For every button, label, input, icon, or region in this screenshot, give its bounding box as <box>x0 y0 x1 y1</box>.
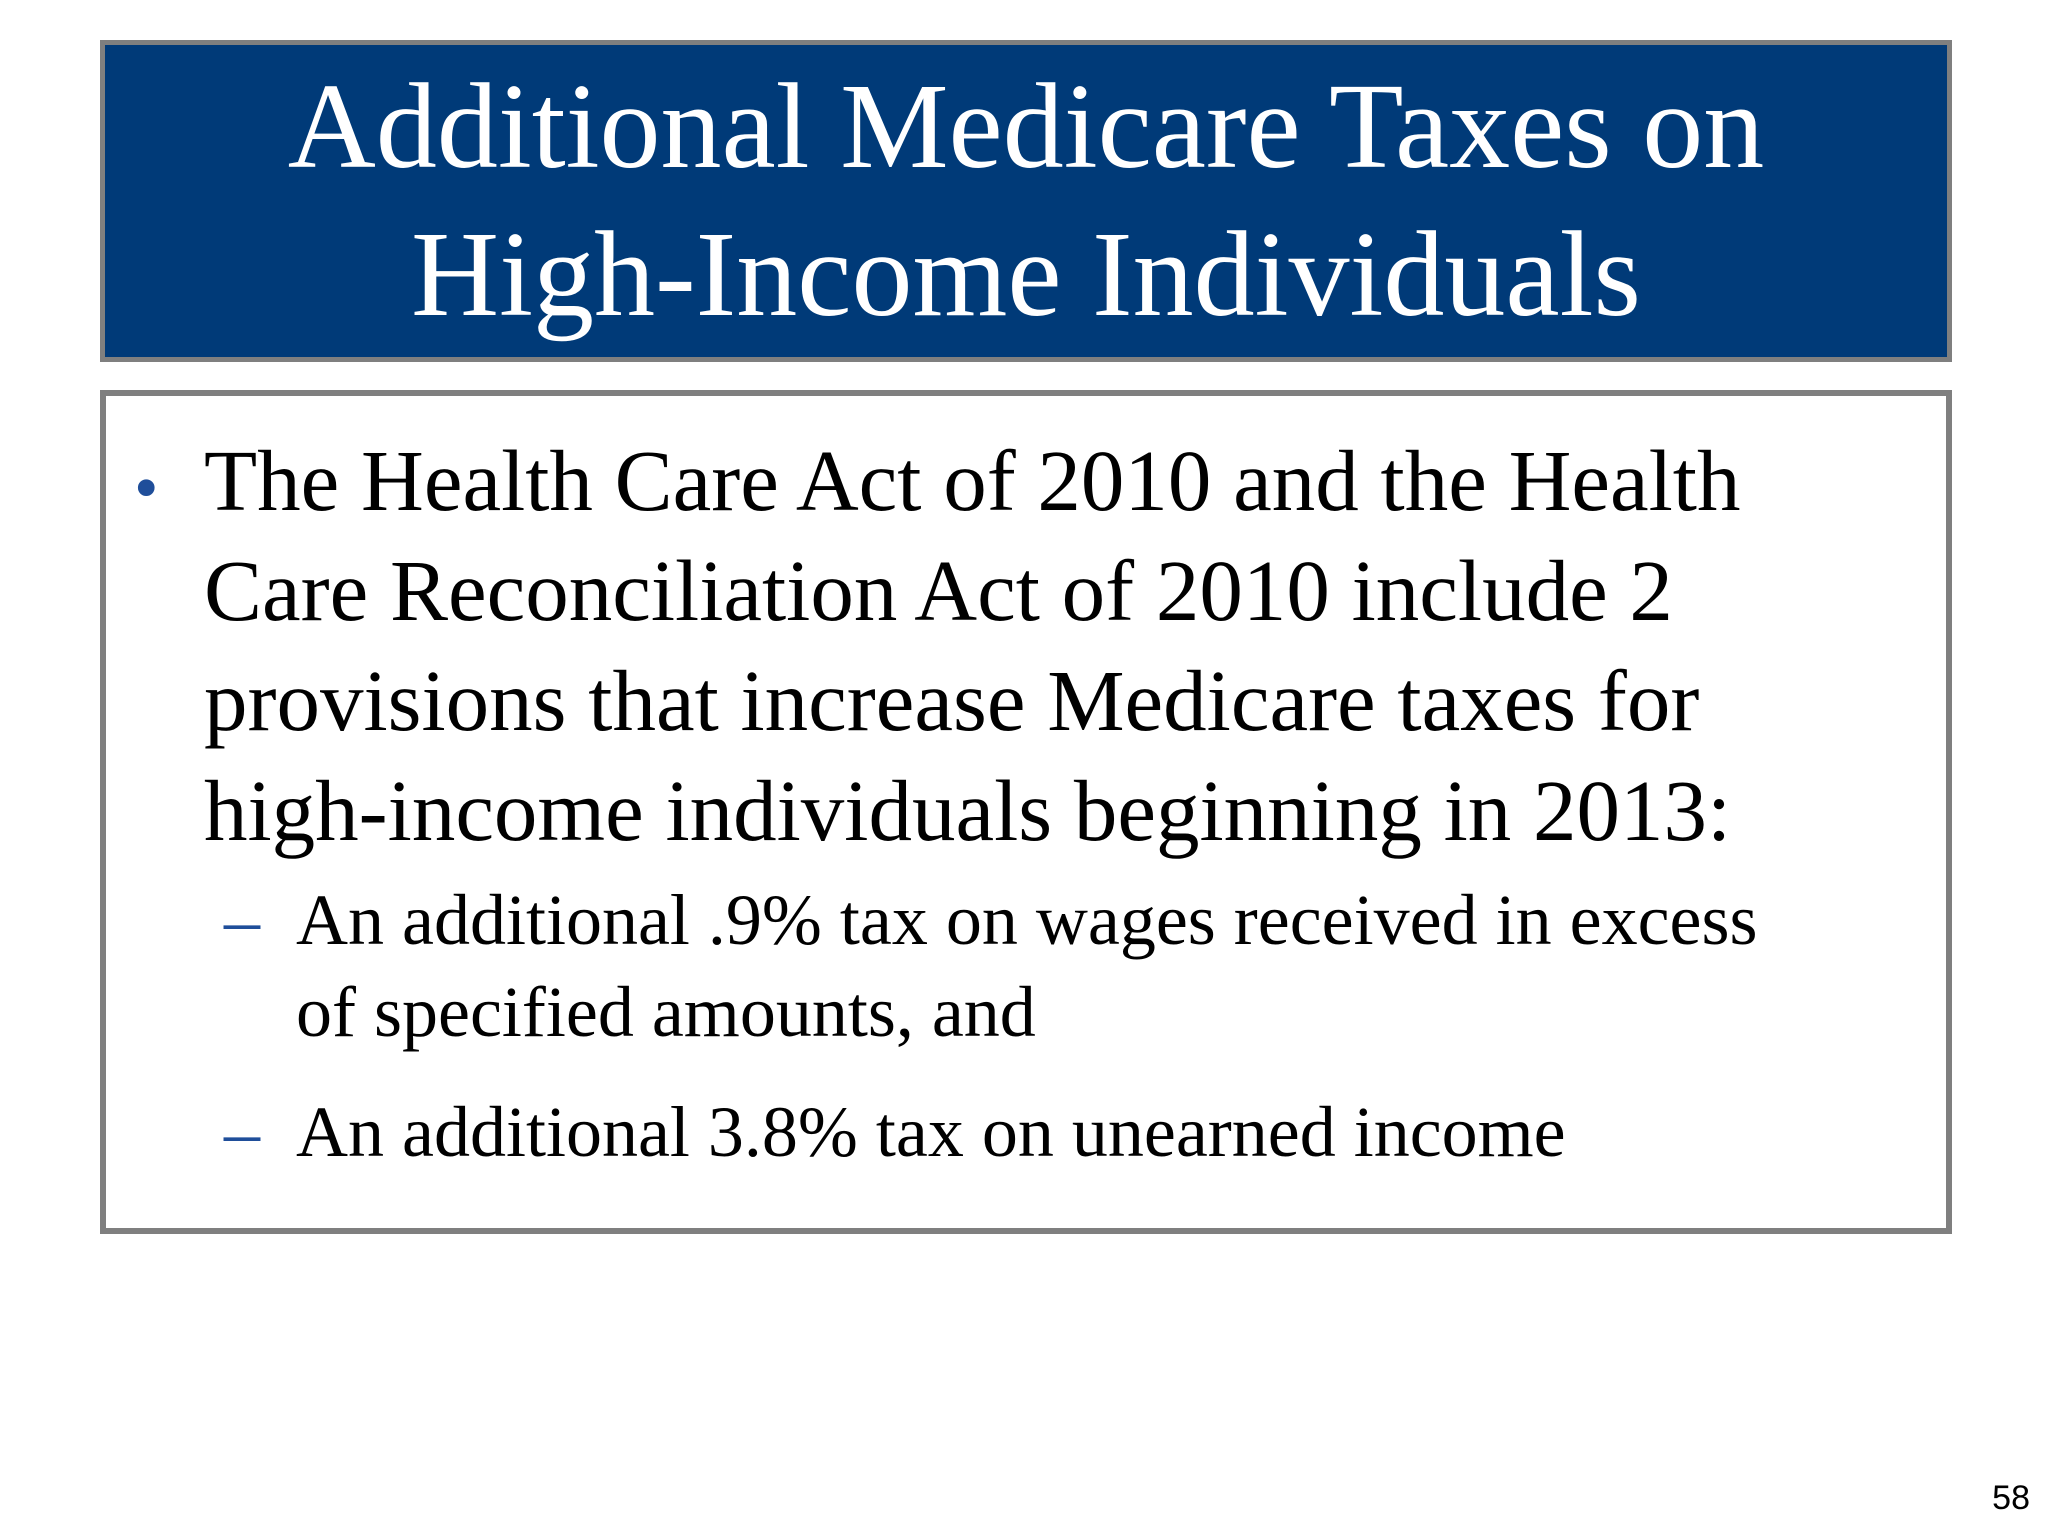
bullet-line-3: provisions that increase Medicare taxes for <box>204 652 1700 749</box>
title-line-2: High-Income Individuals <box>411 207 1641 342</box>
content-box <box>100 390 1952 1234</box>
bullet-marker: • <box>134 450 159 527</box>
sub-item-marker: – <box>224 1092 260 1172</box>
sub-item-text <box>296 1086 1916 1178</box>
bullet-line-2: Care Reconciliation Act of 2010 include 2 <box>204 542 1673 639</box>
slide-title <box>100 40 1952 362</box>
bullet-text <box>204 426 1924 866</box>
bullet-line-1: The Health Care Act of 2010 and the Health <box>204 432 1741 529</box>
sub-item-marker: – <box>224 880 260 960</box>
sub-item-line-1: An additional .9% tax on wages received in excess <box>296 880 1758 960</box>
sub-item-text <box>296 874 1916 1058</box>
sub-item-line-1: An additional 3.8% tax on unearned income <box>296 1092 1566 1172</box>
page-number: 58 <box>1992 1479 2030 1517</box>
bullet-line-4: high-income individuals beginning in 2013: <box>204 762 1732 859</box>
sub-item-line-2: of specified amounts, and <box>296 972 1036 1052</box>
title-line-1: Additional Medicare Taxes on <box>287 59 1765 194</box>
